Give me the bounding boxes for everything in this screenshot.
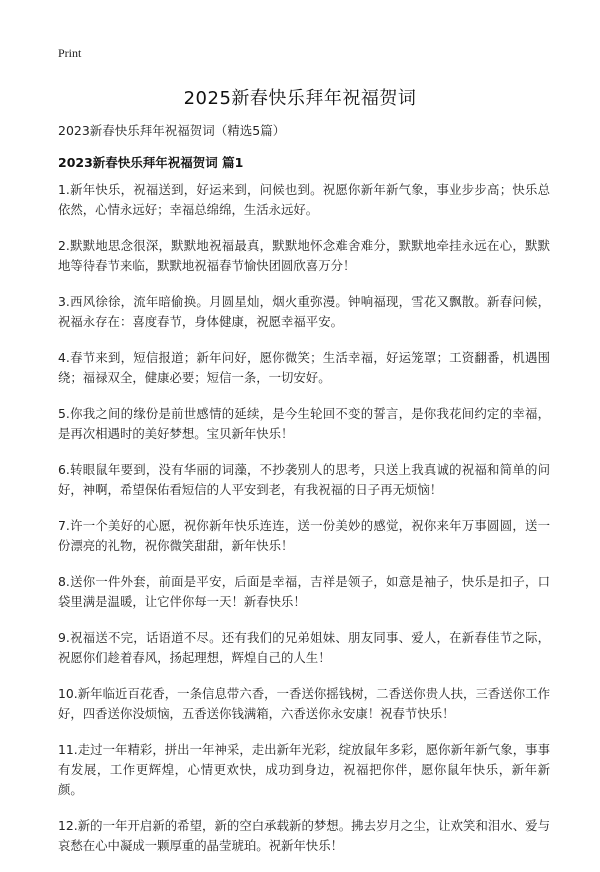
paragraph-12: 12.新的一年开启新的希望，新的空白承载新的梦想。拂去岁月之尘，让欢笑和泪水、爱与哀愁在心中凝成一颗厚重的晶莹琥珀。祝新年快乐！ [58, 818, 550, 853]
paragraph-9: 9.祝福送不完，话语道不尽。还有我们的兄弟姐妹、朋友同事、爱人，在新春佳节之际，祝愿你们趁着春风，扬起理想，辉煌自己的人生！ [58, 630, 550, 665]
paragraph-5: 5.你我之间的缘份是前世感情的延续，是今生轮回不变的誓言，是你我花间约定的幸福，是再次相遇时的美好梦想。宝贝新年快乐！ [58, 406, 550, 441]
paragraph-8: 8.送你一件外套，前面是平安，后面是幸福，吉祥是领子，如意是袖子，快乐是扣子，口袋里满是温暖，让它伴你每一天！新春快乐！ [58, 574, 550, 609]
paragraph-list [58, 180, 550, 872]
page-title: 2025新春快乐拜年祝福贺词 [183, 88, 417, 109]
paragraph-3: 3.西风徐徐，流年暗偷换。月圆星灿，烟火重弥漫。钟响福现，雪花又飘散。新春问候，祝福永存在：喜度春节，身体健康，祝愿幸福平安。 [58, 294, 550, 329]
paragraph-11: 11.走过一年精彩，拼出一年神采，走出新年光彩，绽放鼠年多彩，愿你新年新气象，事事有发展，工作更辉煌，心情更欢快，成功到身边，祝福把你伴，愿你鼠年快乐，新年新颜。 [58, 742, 550, 797]
section-heading: 2023新春快乐拜年祝福贺词 篇1 [58, 155, 244, 170]
paragraph-10: 10.新年临近百花香，一条信息带六香，一香送你摇钱树，二香送你贵人扶，三香送你工作好，四香送你没烦恼，五香送你钱满箱，六香送你永安康！祝春节快乐！ [58, 686, 550, 721]
print-label[interactable]: Print [58, 46, 82, 60]
paragraph-6: 6.转眼鼠年要到，没有华丽的词藻，不抄袭别人的思考，只送上我真诚的祝福和简单的问好，神啊，希望保佑看短信的人平安到老，有我祝福的日子再无烦恼！ [58, 462, 550, 497]
paragraph-7: 7.许一个美好的心愿，祝你新年快乐连连，送一份美妙的感觉，祝你来年万事圆圆，送一份漂亮的礼物，祝你微笑甜甜，新年快乐！ [58, 518, 550, 553]
paragraph-4: 4.春节来到，短信报道；新年问好，愿你微笑；生活幸福，好运笼罩；工资翻番，机遇围绕；福禄双全，健康必要；短信一条，一切安好。 [58, 350, 550, 385]
page-subtitle: 2023新春快乐拜年祝福贺词（精选5篇） [58, 123, 286, 138]
paragraph-2: 2.默默地思念很深，默默地祝福最真，默默地怀念难舍难分，默默地牵挂永远在心，默默地等待春节来临，默默地祝福春节愉快团圆欣喜万分！ [58, 238, 550, 273]
paragraph-1: 1.新年快乐，祝福送到，好运来到，问候也到。祝愿你新年新气象，事业步步高；快乐总依然，心情永远好；幸福总绵绵，生活永远好。 [58, 182, 550, 217]
